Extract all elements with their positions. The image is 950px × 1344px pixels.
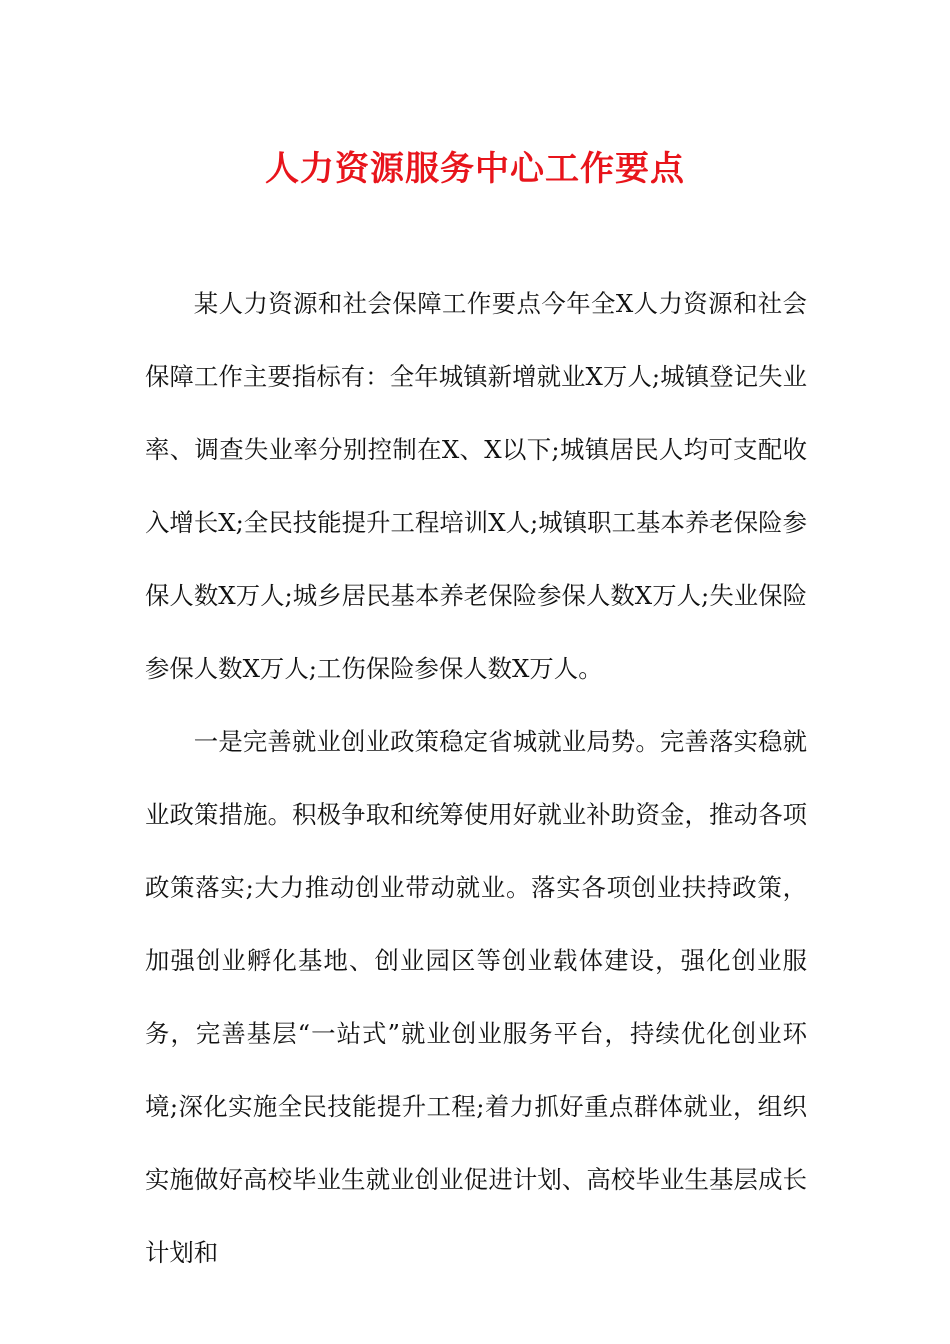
document-body <box>145 267 807 1289</box>
document-title: 人力资源服务中心工作要点 <box>265 149 685 189</box>
paragraph-indicators: 某人力资源和社会保障工作要点今年全X人力资源和社会保障工作主要指标有：全年城镇新增就业X万人;城镇登记失业率、调查失业率分别控制在X、X以下;城镇居民人均可支配收入增长X;全民技能提升工程培训X人;城镇职工基本养老保险参保人数X万人;城乡居民基本养老保险参保人数X万人;失业保险参保人数X万人;工伤保险参保人数X万人。 <box>145 289 807 683</box>
paragraph-employment-policy: 一是完善就业创业政策稳定省城就业局势。完善落实稳就业政策措施。积极争取和统筹使用好就业补助资金，推动各项政策落实;大力推动创业带动就业。落实各项创业扶持政策，加强创业孵化基地、创业园区等创业载体建设，强化创业服务，完善基层“一站式”就业创业服务平台，持续优化创业环境;深化实施全民技能提升工程;着力抓好重点群体就业，组织实施做好高校毕业生就业创业促进计划、高校毕业生基层成长计划和 <box>145 727 807 1267</box>
